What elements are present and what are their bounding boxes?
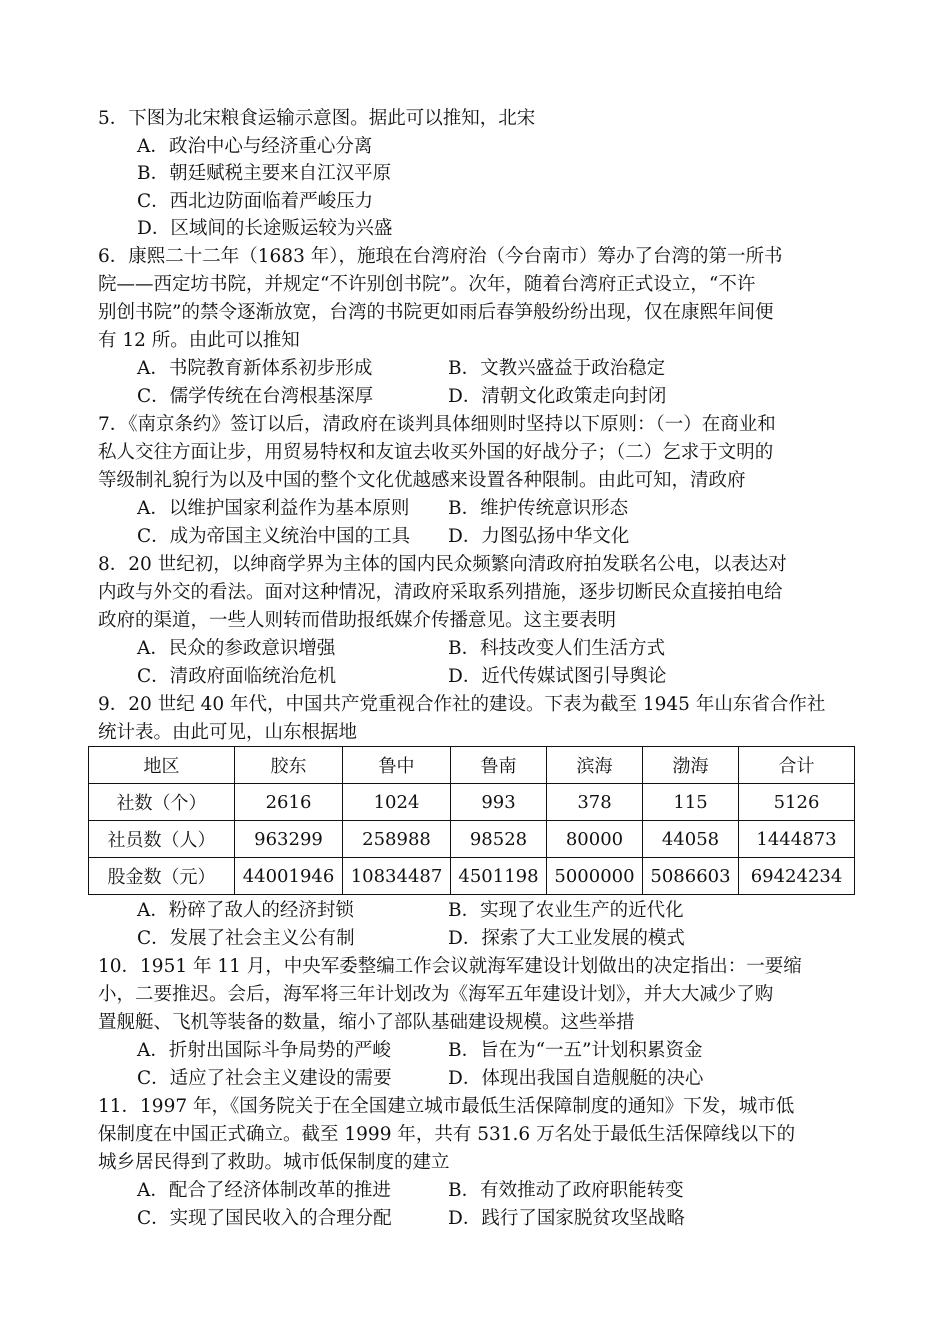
table-cell: 10834487 <box>343 858 451 895</box>
table-header-cell: 鲁南 <box>451 747 547 784</box>
table-cell: 44001946 <box>235 858 343 895</box>
q6-option-a: A．书院教育新体系初步形成 <box>137 358 373 379</box>
table-cell: 社数（个） <box>89 784 235 821</box>
table-cell: 社员数（人） <box>89 821 235 858</box>
q7-option-b: B．维护传统意识形态 <box>448 498 629 519</box>
q8-option-c: C．清政府面临统治危机 <box>137 666 337 687</box>
question-6-stem-line: 别创书院”的禁令逐渐放宽，台湾的书院更如雨后春笋般纷纷出现，仅在康熙年间便 <box>98 302 774 323</box>
table-cell: 963299 <box>235 821 343 858</box>
table-cell: 80000 <box>547 821 643 858</box>
table-cell: 69424234 <box>739 858 855 895</box>
table-cell: 98528 <box>451 821 547 858</box>
q9-option-a: A．粉碎了敌人的经济封锁 <box>137 900 354 921</box>
q11-option-b: B．有效推动了政府职能转变 <box>448 1180 684 1201</box>
question-8-stem-line: 8．20 世纪初，以绅商学界为主体的国内民众频繁向清政府拍发联名公电，以表达对 <box>98 554 787 575</box>
q8-option-d: D．近代传媒试图引导舆论 <box>448 666 667 687</box>
question-6-stem-line: 有 12 所。由此可以推知 <box>98 330 300 351</box>
table-cell: 378 <box>547 784 643 821</box>
table-row <box>89 821 855 858</box>
table-row <box>89 858 855 895</box>
q5-option-d: D．区域间的长途贩运较为兴盛 <box>137 218 393 239</box>
question-5-stem: 5．下图为北宋粮食运输示意图。据此可以推知，北宋 <box>98 108 536 129</box>
question-11-stem-line: 11．1997 年，《国务院关于在全国建立城市最低生活保障制度的通知》下发，城市低 <box>98 1096 795 1117</box>
question-8-stem-line: 政府的渠道，一些人则转而借助报纸媒介传播意见。这主要表明 <box>98 610 617 631</box>
question-6-stem-line: 院——西定坊书院，并规定“不许别创书院”。次年，随着台湾府正式设立，“不许 <box>98 274 756 295</box>
q8-option-b: B．科技改变人们生活方式 <box>448 638 666 659</box>
table-header-cell: 胶东 <box>235 747 343 784</box>
table-header-row <box>89 747 855 784</box>
table-cell: 1444873 <box>739 821 855 858</box>
q11-option-c: C．实现了国民收入的合理分配 <box>137 1208 392 1229</box>
q5-option-c: C．西北边防面临着严峻压力 <box>137 191 374 212</box>
q9-option-d: D．探索了大工业发展的模式 <box>448 928 685 949</box>
q11-option-d: D．践行了国家脱贫攻坚战略 <box>448 1208 685 1229</box>
question-9-stem-line: 统计表。由此可见，山东根据地 <box>98 722 358 743</box>
table-cell: 2616 <box>235 784 343 821</box>
question-6-stem-line: 6．康熙二十二年（1683 年），施琅在台湾府治（今台南市）筹办了台湾的第一所书 <box>98 246 783 267</box>
table-header-cell: 渤海 <box>643 747 739 784</box>
q9-option-c: C．发展了社会主义公有制 <box>137 928 355 949</box>
q10-option-a: A．折射出国际斗争局势的严峻 <box>137 1040 391 1061</box>
q5-option-b: B．朝廷赋税主要来自江汉平原 <box>137 163 392 184</box>
table-cell: 5126 <box>739 784 855 821</box>
q11-option-a: A．配合了经济体制改革的推进 <box>137 1180 391 1201</box>
question-11-stem-line: 城乡居民得到了救助。城市低保制度的建立 <box>98 1152 450 1173</box>
question-10-stem-line: 10．1951 年 11 月，中央军委整编工作会议就海军建设计划做出的决定指出：一要缩 <box>98 956 802 977</box>
table-cell: 258988 <box>343 821 451 858</box>
table-cell: 993 <box>451 784 547 821</box>
q8-option-a: A．民众的参政意识增强 <box>137 638 336 659</box>
question-7-stem-line: 7．《南京条约》签订以后，清政府在谈判具体细则时坚持以下原则：（一）在商业和 <box>98 414 776 435</box>
table-header-cell: 滨海 <box>547 747 643 784</box>
table-cell: 1024 <box>343 784 451 821</box>
table-cell: 5086603 <box>643 858 739 895</box>
question-11-stem-line: 保制度在中国正式确立。截至 1999 年，共有 531.6 万名处于最低生活保障线以下的 <box>98 1124 796 1145</box>
question-7-stem-line: 私人交往方面让步，用贸易特权和友谊去收买外国的好战分子；（二）乞求于文明的 <box>98 442 774 463</box>
table-header-cell: 地区 <box>89 747 235 784</box>
table-header-cell: 鲁中 <box>343 747 451 784</box>
question-10-stem-line: 小，二要推迟。会后，海军将三年计划改为《海军五年建设计划》，并大大减少了购 <box>98 984 774 1005</box>
q5-option-a: A．政治中心与经济重心分离 <box>137 136 373 157</box>
q6-option-d: D．清朝文化政策走向封闭 <box>448 386 667 407</box>
table-cell: 4501198 <box>451 858 547 895</box>
q6-option-b: B．文教兴盛益于政治稳定 <box>448 358 666 379</box>
q10-option-b: B．旨在为“一五”计划积累资金 <box>448 1040 703 1061</box>
question-10-stem-line: 置舰艇、飞机等装备的数量，缩小了部队基础建设规模。这些举措 <box>98 1012 635 1033</box>
table-cell: 股金数（元） <box>89 858 235 895</box>
table-header-cell: 合计 <box>739 747 855 784</box>
q9-option-b: B．实现了农业生产的近代化 <box>448 900 684 921</box>
question-7-stem-line: 等级制礼貌行为以及中国的整个文化优越感来设置各种限制。由此可知，清政府 <box>98 470 746 491</box>
table-cell: 5000000 <box>547 858 643 895</box>
q6-option-c: C．儒学传统在台湾根基深厚 <box>137 386 374 407</box>
table-cell: 115 <box>643 784 739 821</box>
table-row <box>89 784 855 821</box>
question-9-stem-line: 9．20 世纪 40 年代，中国共产党重视合作社的建设。下表为截至 1945 年山东省合作社 <box>98 694 826 715</box>
q7-option-a: A．以维护国家利益作为基本原则 <box>137 498 410 519</box>
q10-option-d: D．体现出我国自造舰艇的决心 <box>448 1068 704 1089</box>
q10-option-c: C．适应了社会主义建设的需要 <box>137 1068 392 1089</box>
q7-option-c: C．成为帝国主义统治中国的工具 <box>137 526 411 547</box>
q7-option-d: D．力图弘扬中华文化 <box>448 526 630 547</box>
question-8-stem-line: 内政与外交的看法。面对这种情况，清政府采取系列措施，逐步切断民众直接拍电给 <box>98 582 783 603</box>
table-cell: 44058 <box>643 821 739 858</box>
cooperative-statistics-table <box>88 746 855 895</box>
